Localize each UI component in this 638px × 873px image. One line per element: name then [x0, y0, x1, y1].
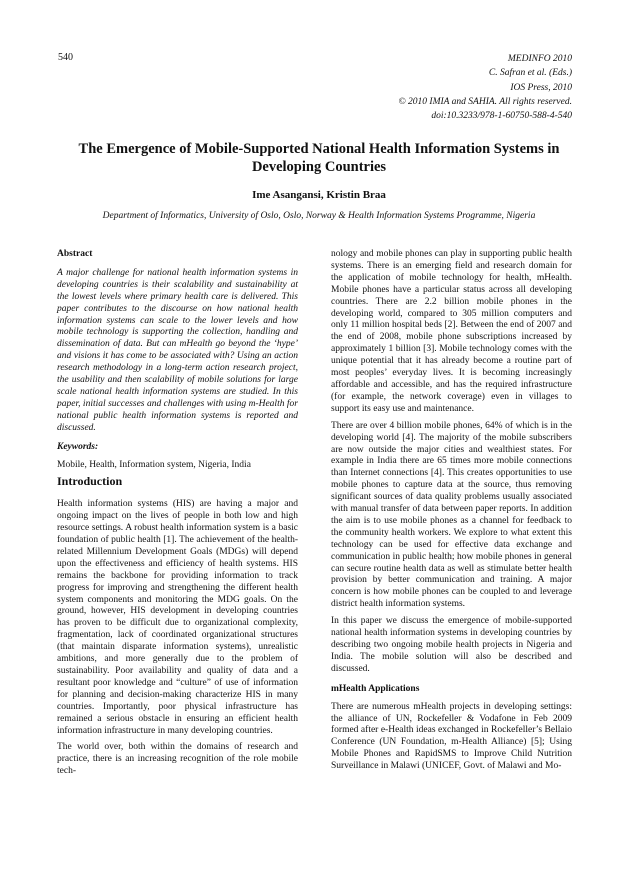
- page-number: 540: [58, 52, 73, 63]
- author-affiliation: Department of Informatics, University of Oslo, Oslo, Norway & Health Information Systems Programme, Nigeria: [102, 211, 536, 221]
- introduction-paragraph-2: The world over, both within the domains of research and practice, there is an increasing recognition of the role mobile tech-: [57, 742, 298, 777]
- paper-authors: Ime Asangansi, Kristin Braa: [252, 189, 386, 201]
- keywords-heading: Keywords:: [57, 441, 99, 452]
- left-column: [57, 249, 298, 783]
- pub-line-journal: MEDINFO 2010: [507, 54, 572, 64]
- pub-line-copyright: © 2010 IMIA and SAHIA. All rights reserved.: [398, 96, 572, 107]
- body-paragraph-1: nology and mobile phones can play in supporting public health systems. There is an emerging field and research domain for the application of mobile technology for health, mHealth. Mobile phones have a particular status across all developing countries. There are 2.2 billion mobile phones in the developing world, compared to 305 million computers and only 11 million hospital beds [2]. Between the end of 2007 and the end of 2008, mobile phone subscriptions increased by approximately 1 billion [3]. Mobile technology comes with the unique potential that it has already become a routine part of most peoples’ everyday lives. It is becoming increasingly affordable and accessible, and has the required infrastructure (for example, the network coverage) even in villages to support its easy use and maintenance.: [331, 249, 572, 414]
- keywords-text: Mobile, Health, Information system, Nigeria, India: [57, 459, 251, 470]
- body-paragraph-2: There are over 4 billion mobile phones, 64% of which is in the developing world [4]. The majority of the mobile subscribers are now outside the major cities and wealthiest states. For example in India there are 65 times more mobile connections than Internet connections [4]. This creates opportunities to use mobile phones to capture data at the source, thus removing significant sources of data quality problems usually associated with manual transfer of data between paper reports. In addition the aim is to use mobile phones as a channel for feedback to the community health workers. We explore to what extent this technology can be used for effective data exchange and communication in public health; how mobile phones in general can secure routine health data as well as stimulate better health provision by better communication and training. A major concern is how mobile phones can be coupled to and leverage district health information systems.: [331, 420, 572, 610]
- abstract-heading: Abstract: [57, 249, 93, 259]
- mhealth-applications-heading: mHealth Applications: [331, 683, 420, 694]
- abstract-text: A major challenge for national health information systems in developing countries is their scalability and sustainability at the lowest levels where primary health care is delivered. This paper contributes to the discourse on how national health information systems can scale to the lower levels and how mobile technology is supporting the collection, handling and dissemination of data. But can mHealth go beyond the ‘hype’ and visions it has come to be associated with? Using an action research methodology in a long-term action research project, the usability and then scalability of mobile solutions for large scale national health information systems are studied. In this paper, initial successes and challenges with using m-Health for national public health information systems is reported and discussed.: [57, 267, 298, 433]
- right-column: [331, 249, 572, 778]
- introduction-paragraph-1: Health information systems (HIS) are having a major and ongoing impact on the lives of people in both low and high resource settings. A robust health information system is a basic foundation of public health [1]. The achievement of the health-related Millennium Development Goals (MDGs) will depend upon the effectiveness and efficiency of health systems. HIS remains the backbone for providing information to track progress for improving and strengthening the different health system components and monitoring the MDG goals. On the ground, however, HIS development in developing countries has proven to be difficult due to organizational complexity, fragmentation, lack of coordinated organizational structures (that maintain disparate information systems), unrealistic ambitions, and more generally due to the problem of sustainability. Poor availability and quality of data and a resultant poor knowledge and “culture” of use of information for planning and decision-making characterize HIS in many countries. Importantly, poor physical infrastructure has remained a serious obstacle in ensuring an efficient health information infrastructure in many developing countries.: [57, 499, 298, 736]
- pub-line-doi: doi:10.3233/978-1-60750-588-4-540: [431, 111, 572, 122]
- body-paragraph-3: In this paper we discuss the emergence of mobile-supported national health information systems in developing countries by describing two ongoing mobile health projects in Nigeria and India. The mobile solution will also be described and discussed.: [331, 616, 572, 674]
- paper-title: The Emergence of Mobile-Supported National Health Information Systems in Developing Countries: [78, 141, 560, 175]
- pub-line-editors: C. Safran et al. (Eds.): [488, 68, 572, 79]
- introduction-heading: Introduction: [57, 474, 123, 489]
- pub-line-publisher: IOS Press, 2010: [510, 82, 572, 93]
- body-paragraph-4: There are numerous mHealth projects in developing settings: the alliance of UN, Rockefeller & Vodafone in Feb 2009 formed after e-Health ideas exchanged in Rockefeller’s Bellaio Conference (UN Foundation, m-Health Alliance) [5]; Using Mobile Phones and RapidSMS to Improve Child Nutrition Surveillance in Malawi (UNICEF, Govt. of Malawi and Mo-: [331, 701, 572, 772]
- publication-info: [232, 52, 572, 123]
